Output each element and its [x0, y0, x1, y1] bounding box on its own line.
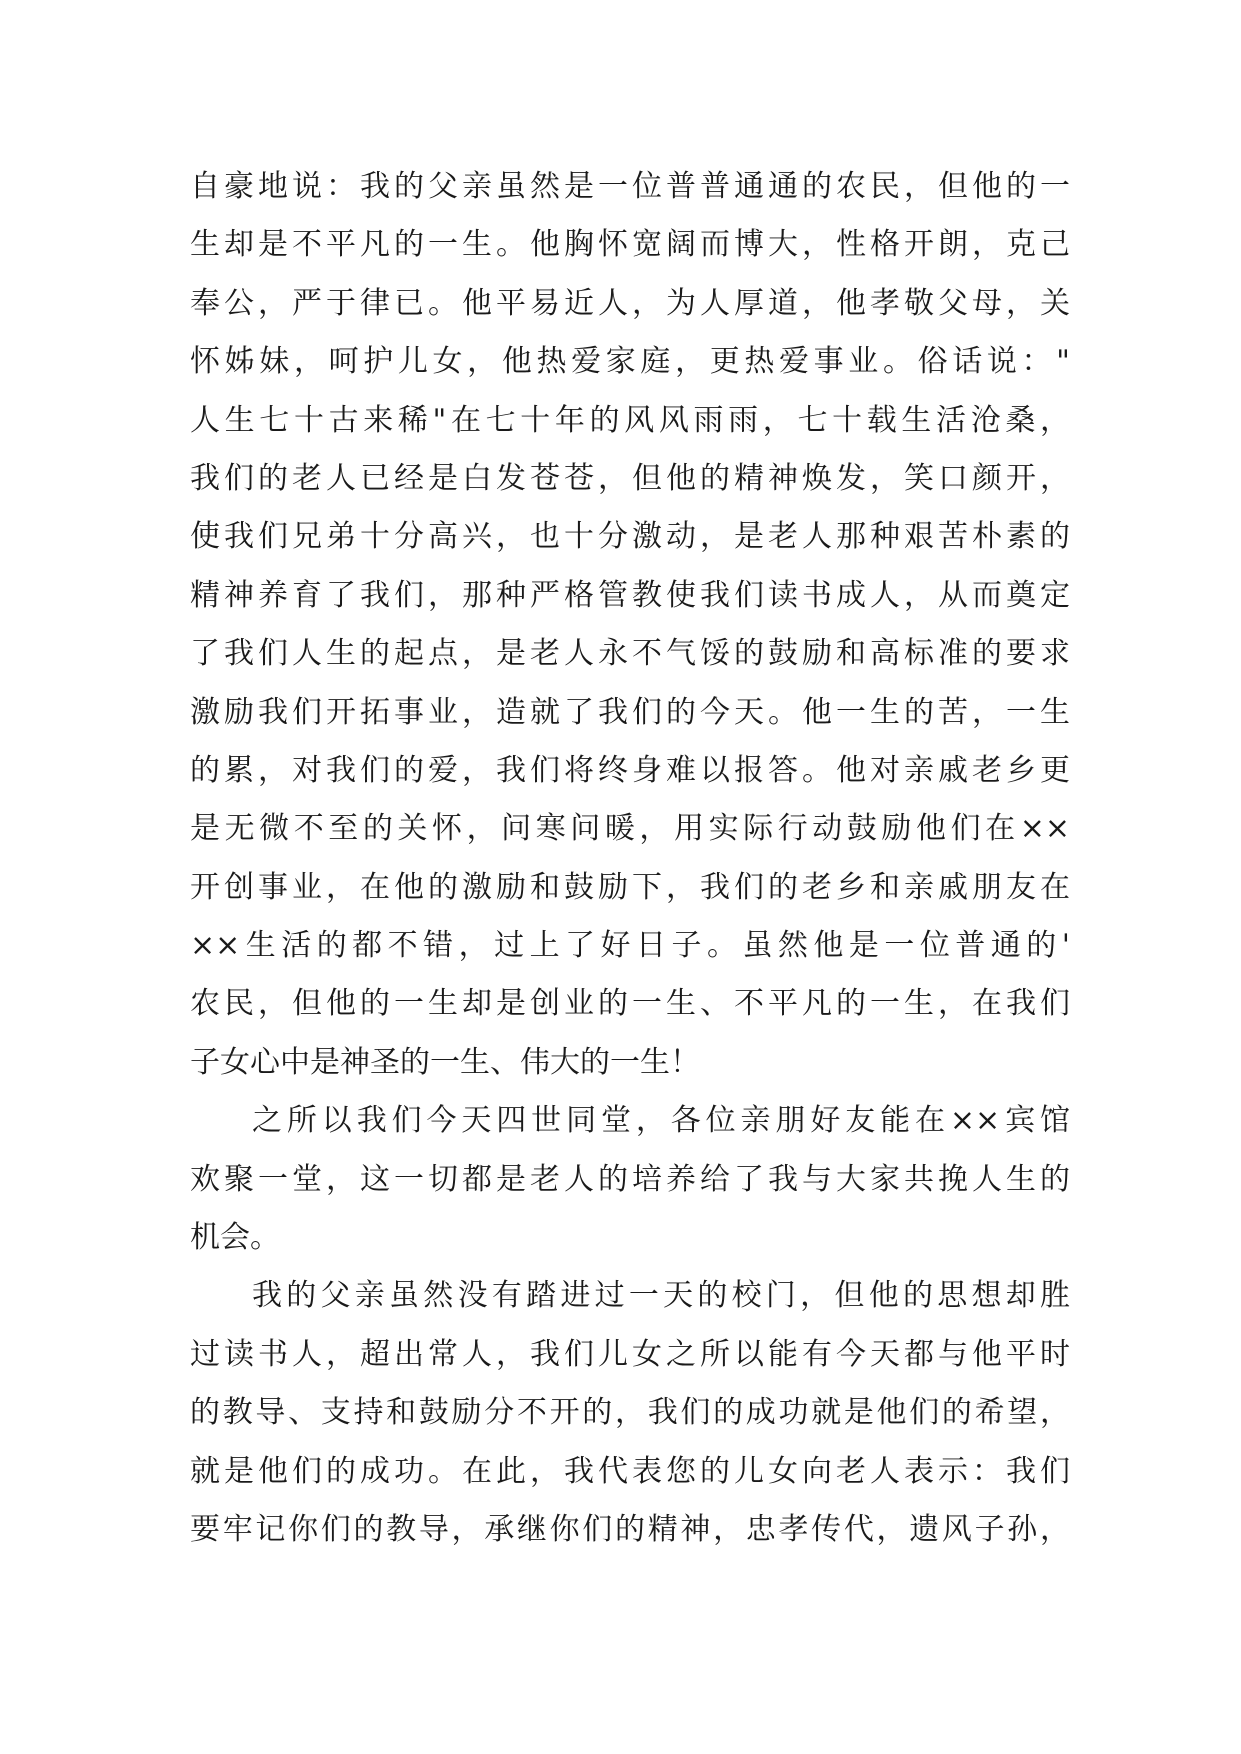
- text-line: 人生七十古来稀"在七十年的风风雨雨，七十载生活沧桑，: [190, 402, 1070, 438]
- text-line: 是无微不至的关怀，问寒问暖，用实际行动鼓励他们在××: [190, 811, 1070, 847]
- text-line: 就是他们的成功。在此，我代表您的儿女向老人表示：我们: [190, 1453, 1070, 1489]
- text-line: 激励我们开拓事业，造就了我们的今天。他一生的苦，一生: [190, 694, 1070, 730]
- body-text: [190, 158, 1070, 1559]
- text-line: 生却是不平凡的一生。他胸怀宽阔而博大，性格开朗，克己: [190, 227, 1070, 263]
- text-line: 欢聚一堂，这一切都是老人的培养给了我与大家共挽人生的: [190, 1161, 1070, 1197]
- text-line: 了我们人生的起点，是老人永不气馁的鼓励和高标准的要求: [190, 636, 1070, 672]
- paragraph-start-line: 我的父亲虽然没有踏进过一天的校门，但他的思想却胜: [252, 1278, 1070, 1314]
- text-line: 过读书人，超出常人，我们儿女之所以能有今天都与他平时: [190, 1336, 1070, 1372]
- text-line: 开创事业，在他的激励和鼓励下，我们的老乡和亲戚朋友在: [190, 869, 1070, 905]
- text-line: 子女心中是神圣的一生、伟大的一生！: [190, 1044, 700, 1080]
- text-line: 机会。: [190, 1220, 280, 1256]
- text-line: 自豪地说：我的父亲虽然是一位普普通通的农民，但他的一: [190, 169, 1070, 204]
- paragraph-start-line: 之所以我们今天四世同堂，各位亲朋好友能在××宾馆: [252, 1103, 1070, 1139]
- text-line: 奉公，严于律已。他平易近人，为人厚道，他孝敬父母，关: [190, 285, 1070, 321]
- text-line: 的累，对我们的爱，我们将终身难以报答。他对亲戚老乡更: [190, 752, 1070, 788]
- text-line: 农民，但他的一生却是创业的一生、不平凡的一生，在我们: [190, 986, 1070, 1022]
- text-line: 精神养育了我们，那种严格管教使我们读书成人，从而奠定: [190, 577, 1070, 613]
- text-line: ××生活的都不错，过上了好日子。虽然他是一位普通的': [190, 928, 1070, 964]
- text-line: 使我们兄弟十分高兴，也十分激动，是老人那种艰苦朴素的: [190, 519, 1070, 555]
- text-line: 怀姊妹，呵护儿女，他热爱家庭，更热爱事业。俗话说：": [190, 344, 1070, 380]
- text-line: 我们的老人已经是白发苍苍，但他的精神焕发，笑口颜开，: [190, 460, 1070, 496]
- text-line: 要牢记你们的教导，承继你们的精神，忠孝传代，遗风子孙，: [190, 1511, 1070, 1547]
- text-line: 的教导、支持和鼓励分不开的，我们的成功就是他们的希望，: [190, 1395, 1070, 1431]
